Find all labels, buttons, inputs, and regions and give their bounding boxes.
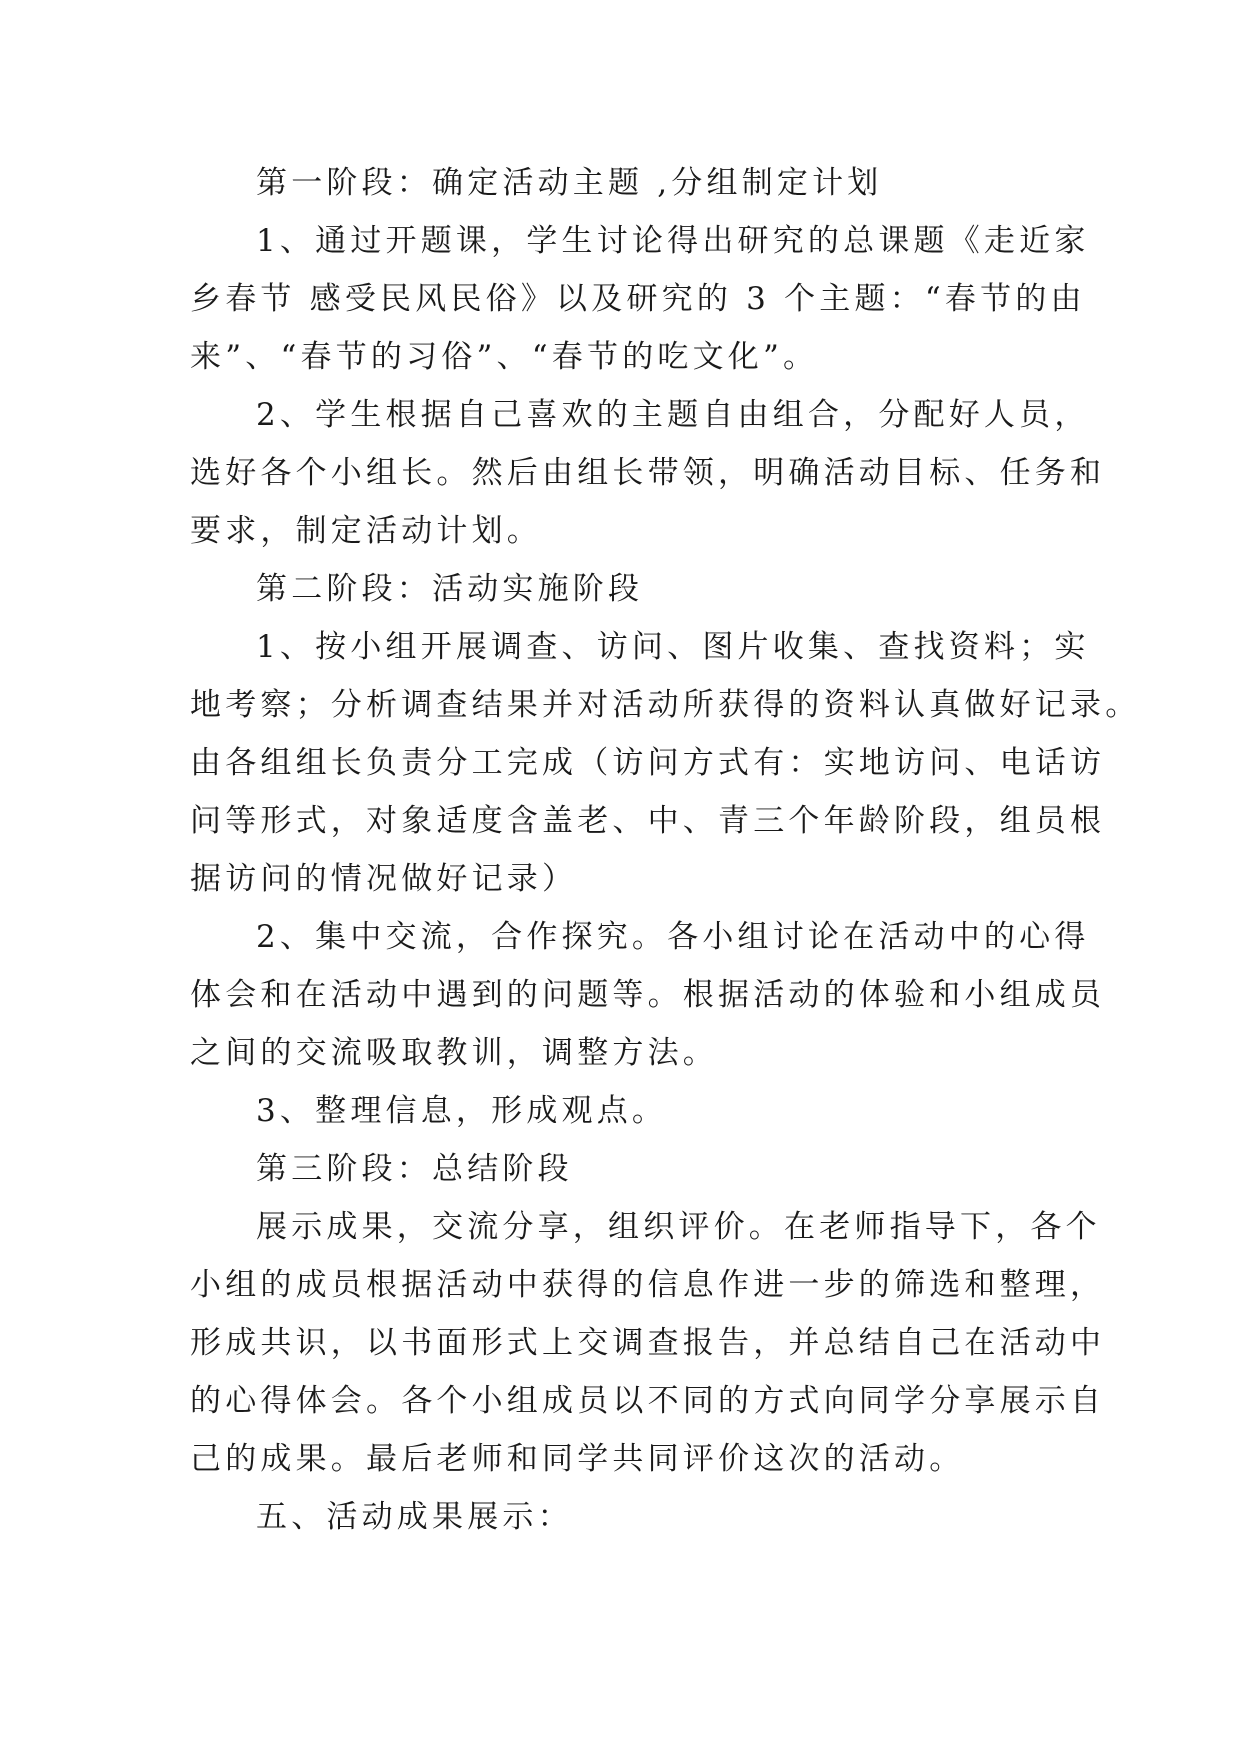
paragraph-line: 由各组组长负责分工完成（访问方式有：实地访问、电话访 (190, 745, 1106, 781)
stage-1-heading: 第一阶段：确定活动主题 ,分组制定计划 (256, 165, 883, 201)
paragraph-line: 1、按小组开展调查、访问、图片收集、查找资料；实 (256, 629, 1090, 665)
paragraph-line: 地考察；分析调查结果并对活动所获得的资料认真做好记录。 (190, 687, 1141, 723)
section-5-heading: 五、活动成果展示： (256, 1499, 573, 1535)
paragraph-line: 的心得体会。各个小组成员以不同的方式向同学分享展示自 (190, 1383, 1106, 1419)
paragraph-line: 问等形式，对象适度含盖老、中、青三个年龄阶段，组员根 (190, 803, 1106, 839)
paragraph-line: 展示成果，交流分享，组织评价。在老师指导下，各个 (256, 1209, 1101, 1245)
paragraph-line: 2、学生根据自己喜欢的主题自由组合，分配好人员， (256, 397, 1090, 433)
paragraph-line: 之间的交流吸取教训，调整方法。 (190, 1035, 718, 1071)
paragraph-line: 来”、“春节的习俗”、“春节的吃文化”。 (190, 339, 819, 375)
paragraph-line: 要求，制定活动计划。 (190, 513, 542, 549)
paragraph-line: 形成共识，以书面形式上交调查报告，并总结自己在活动中 (190, 1325, 1106, 1361)
document-body (190, 154, 1141, 1546)
paragraph-line: 3、整理信息，形成观点。 (256, 1093, 668, 1129)
paragraph-line: 2、集中交流，合作探究。各小组讨论在活动中的心得 (256, 919, 1090, 955)
paragraph-line: 选好各个小组长。然后由组长带领，明确活动目标、任务和 (190, 455, 1106, 491)
paragraph-line: 己的成果。最后老师和同学共同评价这次的活动。 (190, 1441, 965, 1477)
paragraph-line: 体会和在活动中遇到的问题等。根据活动的体验和小组成员 (190, 977, 1106, 1013)
paragraph-line: 1、通过开题课，学生讨论得出研究的总课题《走近家 (256, 223, 1090, 259)
paragraph-line: 据访问的情况做好记录） (190, 861, 578, 897)
paragraph-line: 乡春节 感受民风民俗》以及研究的 3 个主题：“春节的由 (190, 281, 1086, 317)
stage-3-heading: 第三阶段：总结阶段 (256, 1151, 573, 1187)
stage-2-heading: 第二阶段：活动实施阶段 (256, 571, 644, 607)
paragraph-line: 小组的成员根据活动中获得的信息作进一步的筛选和整理， (190, 1267, 1106, 1303)
